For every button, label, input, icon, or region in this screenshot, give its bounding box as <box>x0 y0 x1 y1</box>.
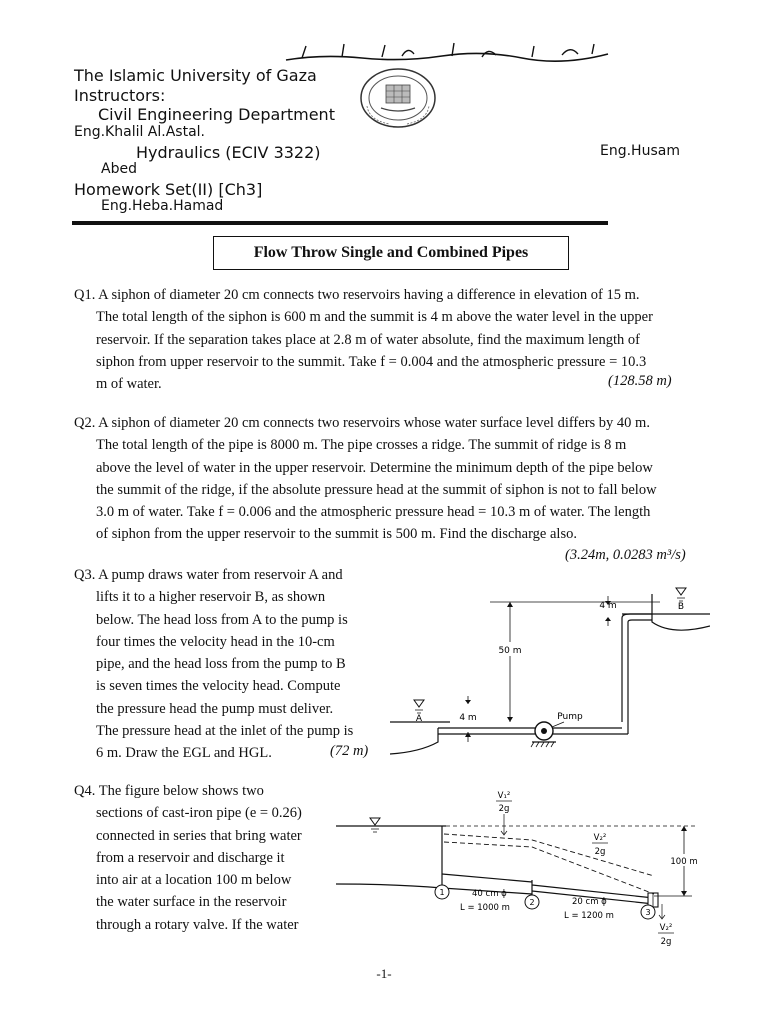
q3-line: the pressure head the pump must deliver. <box>96 700 334 717</box>
reservoir-a-bank <box>390 728 438 754</box>
egl-line <box>444 834 654 876</box>
q3-line: Q3. A pump draws water from reservoir A and <box>74 567 343 583</box>
q3-line: pipe, and the head loss from the pump to B <box>96 656 346 673</box>
horizontal-pipe <box>438 728 628 734</box>
q2-answer: (3.24m, 0.0283 m³/s) <box>565 547 686 563</box>
q4-line: from a reservoir and discharge it <box>96 849 285 866</box>
page-number: -1- <box>376 966 392 981</box>
label-pipe1-length: L = 1000 m <box>460 903 510 913</box>
vertical-pipe <box>622 618 628 728</box>
label-4m-bottom: 4 m <box>459 713 477 723</box>
basmala <box>282 40 612 66</box>
university-name: The Islamic University of Gaza <box>74 66 317 85</box>
instructor-2-last: Abed <box>101 161 137 177</box>
label-point-1: 1 <box>439 888 445 897</box>
q1-line: Q1. A siphon of diameter 20 cm connects two reservoirs having a difference in elevation of 15 m. <box>74 287 640 303</box>
label-v1-num: V₁² <box>497 791 511 801</box>
label-4m-top: 4 m <box>599 601 617 611</box>
reservoir-b-bank <box>652 594 710 630</box>
q2-line: The total length of the pipe is 8000 m. The pipe crosses a ridge. The summit of ridge is 8 m <box>96 437 627 454</box>
basmala-calligraphy-icon <box>282 40 612 66</box>
water-level-b-icon <box>676 588 686 595</box>
q1-answer: (128.58 m) <box>608 373 672 389</box>
page-title: Flow Throw Single and Combined Pipes <box>213 236 569 270</box>
q3-line: is seven times the velocity head. Compute <box>96 678 341 695</box>
instructor-1: Eng.Khalil Al.Astal. <box>74 124 206 140</box>
instructor-2-first: Eng.Husam <box>600 143 680 159</box>
water-level-icon <box>370 818 380 825</box>
q2-line: of siphon from the upper reservoir to the summit is 500 m. Find the discharge also. <box>96 526 577 543</box>
q3-line: 6 m. Draw the EGL and HGL. <box>96 745 272 762</box>
question-4 <box>74 780 344 936</box>
q2-line: 3.0 m of water. Take f = 0.006 and the atmospheric pressure head = 10.3 m of water. The length <box>96 504 651 521</box>
q2-line: above the level of water in the upper reservoir. Determine the minimum depth of the pipe below <box>96 459 653 476</box>
label-pipe2-length: L = 1200 m <box>564 911 614 921</box>
q3-line: four times the velocity head in the 10-cm <box>96 633 335 650</box>
q1-line: m of water. <box>96 376 162 393</box>
university-seal <box>359 68 437 128</box>
homework-title: Homework Set(II) [Ch3] <box>74 180 263 199</box>
label-a: A <box>415 714 423 724</box>
label-v3-den: 2g <box>660 937 672 947</box>
q3-line: The pressure head at the inlet of the pump is <box>96 723 354 740</box>
label-pipe2-diameter: 20 cm ϕ <box>572 897 607 907</box>
question-1 <box>74 284 696 395</box>
question-2 <box>74 412 714 546</box>
department-name: Civil Engineering Department <box>98 105 335 124</box>
label-v2-num: V₂² <box>593 833 607 843</box>
water-level-a-icon <box>414 700 424 707</box>
instructors-label: Instructors: <box>74 86 166 105</box>
course-name: Hydraulics (ECIV 3322) <box>136 143 321 162</box>
q3-line: lifts it to a higher reservoir B, as shown <box>96 589 326 606</box>
q1-line: siphon from upper reservoir to the summit. Take f = 0.004 and the atmospheric pressure = 10.3 <box>96 353 647 370</box>
label-pump: Pump <box>557 712 583 722</box>
hgl-line <box>444 842 654 894</box>
label-v2-den: 2g <box>594 847 606 857</box>
q3-pump-figure <box>390 582 710 760</box>
q4-line: Q4. The figure below shows two <box>74 783 264 799</box>
q4-line: sections of cast-iron pipe (e = 0.26) <box>96 805 302 822</box>
label-point-2: 2 <box>529 898 535 907</box>
instructor-3: Eng.Heba.Hamad <box>101 198 224 214</box>
label-v3-num: V₂² <box>659 923 673 933</box>
q3-answer: (72 m) <box>330 743 369 759</box>
university-seal-icon <box>359 68 437 128</box>
question-3 <box>74 564 384 765</box>
q4-line: the water surface in the reservoir <box>96 894 287 911</box>
label-b: B <box>677 602 685 612</box>
q4-line: connected in series that bring water <box>96 827 302 844</box>
label-v1-den: 2g <box>498 804 510 814</box>
q2-line: the summit of the ridge, if the absolute pressure head at the summit of siphon is not to fall below <box>96 481 657 498</box>
q1-line: The total length of the siphon is 600 m and the summit is 4 m above the water level in the upper <box>96 309 653 326</box>
q2-line: Q2. A siphon of diameter 20 cm connects two reservoirs whose water surface level differs by 40 m. <box>74 415 650 431</box>
q4-line: through a rotary valve. If the water <box>96 916 299 933</box>
q3-line: below. The head loss from A to the pump is <box>96 611 348 628</box>
q4-series-pipe-figure <box>336 784 708 950</box>
label-pipe1-diameter: 40 cm ϕ <box>472 889 507 899</box>
label-point-3: 3 <box>645 908 651 917</box>
label-50m: 50 m <box>498 646 522 656</box>
q4-line: into air at a location 100 m below <box>96 872 292 889</box>
label-100m: 100 m <box>670 857 698 867</box>
q1-line: reservoir. If the separation takes place at 2.8 m of water absolute, find the maximum length of <box>96 331 640 348</box>
header-divider <box>72 221 608 225</box>
